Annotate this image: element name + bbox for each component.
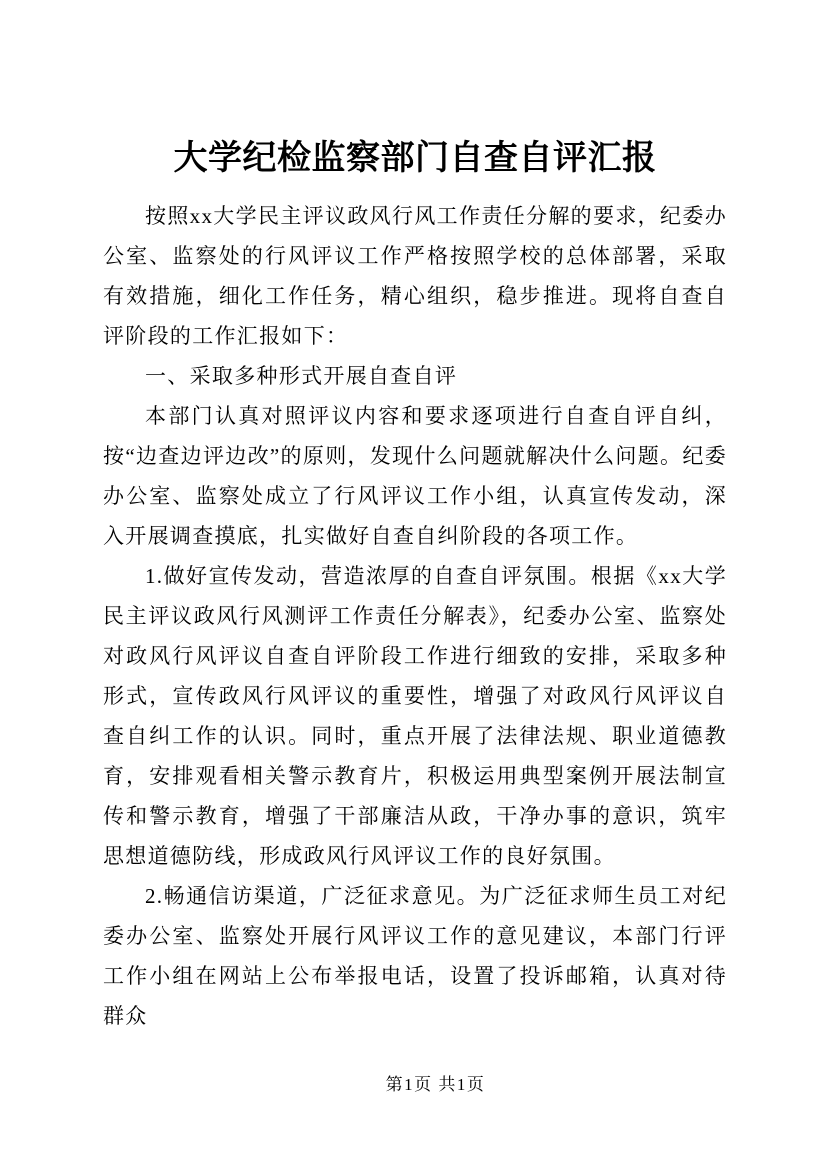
paragraph-intro: 按照xx大学民主评议政风行风工作责任分解的要求，纪委办公室、监察处的行风评议工作严格按照学校的总体部署，采取有效措施，细化工作任务，精心组织，稳步推进。现将自查自评阶段的工作汇报如下： (103, 204, 727, 348)
page-footer (0, 1070, 827, 1095)
document-body (103, 134, 727, 1036)
paragraph-item-1: 1.做好宣传发动，营造浓厚的自查自评氛围。根据《xx大学民主评议政风行风测评工作责任分解表》，纪委办公室、监察处对政风行风评议自查自评阶段工作进行细致的安排，采取多种形式，宣传政风行风评议的重要性，增强了对政风行风评议自查自纠工作的认识。同时，重点开展了法律法规、职业道德教育，安排观看相关警示教育片，积极运用典型案例开展法制宣传和警示教育，增强了干部廉洁从政，干净办事的意识，筑牢思想道德防线，形成政风行风评议工作的良好氛围。 (103, 564, 727, 868)
paragraph-item-2: 2.畅通信访渠道，广泛征求意见。为广泛征求师生员工对纪委办公室、监察处开展行风评议工作的意见建议，本部门行评工作小组在网站上公布举报电话，设置了投诉邮箱，认真对待群众 (103, 884, 727, 1028)
document-title: 大学纪检监察部门自查自评汇报 (173, 140, 657, 177)
section-heading-1: 一、采取多种形式开展自查自评 (145, 364, 458, 388)
paragraph-section1-intro: 本部门认真对照评议内容和要求逐项进行自查自评自纠，按“边查边评边改”的原则，发现什么问题就解决什么问题。纪委办公室、监察处成立了行风评议工作小组，认真宣传发动，深入开展调查摸底，扎实做好自查自纠阶段的各项工作。 (103, 404, 727, 548)
page-number: 第1页 共1页 (385, 1075, 486, 1094)
